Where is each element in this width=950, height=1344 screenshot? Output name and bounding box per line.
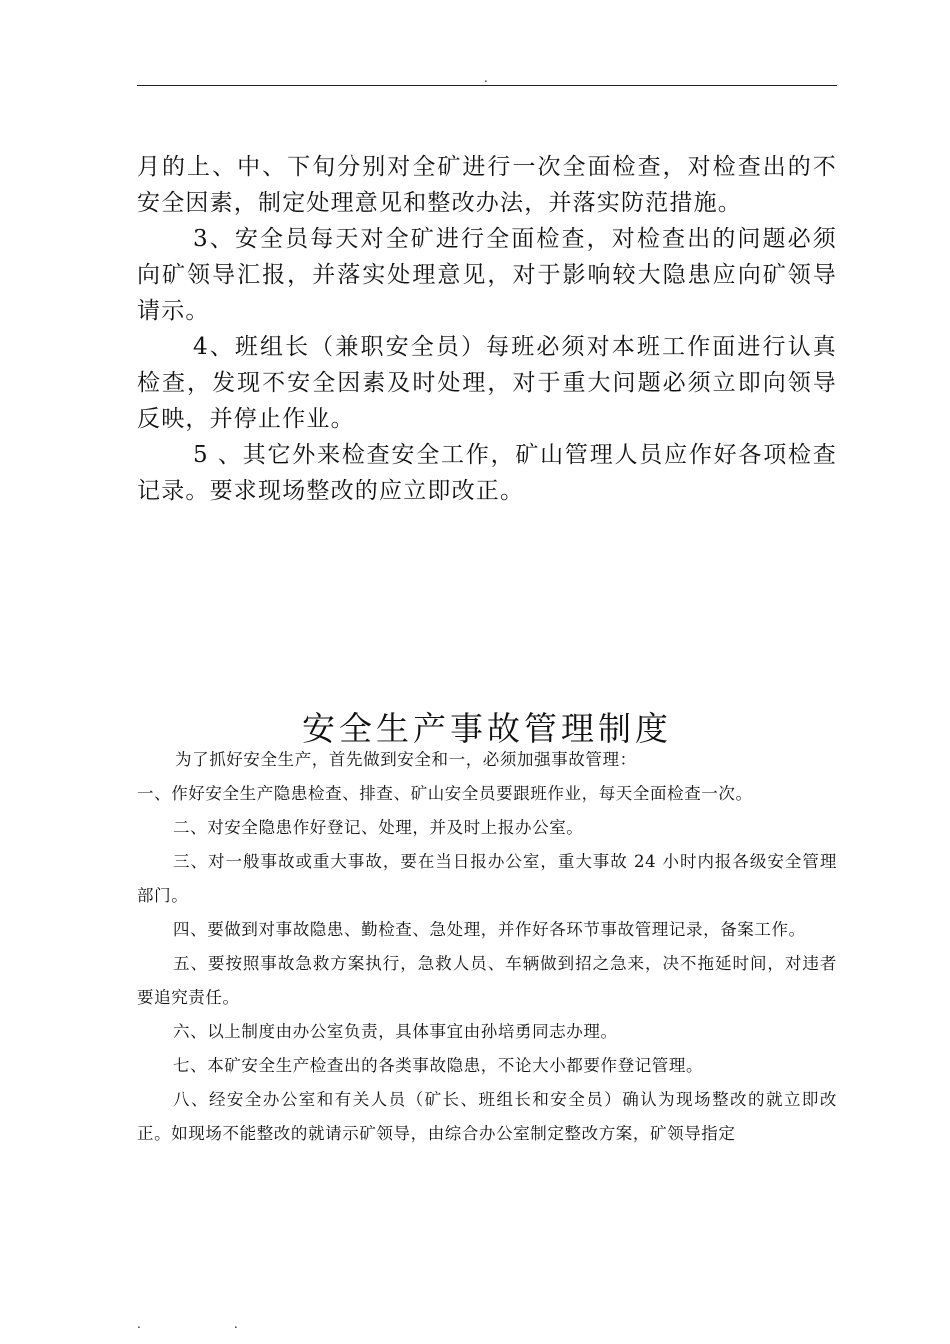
paragraph: 月的上、中、下旬分别对全矿进行一次全面检查，对检查出的不安全因素，制定处理意见和整改办法，并落实防范措施。 (137, 154, 837, 216)
paragraph: 3、安全员每天对全矿进行全面检查，对检查出的问题必须向矿领导汇报，并落实处理意见，对于影响较大隐患应向矿领导请示。 (137, 226, 837, 324)
footer-dot-left: . (137, 1317, 141, 1331)
paragraph: 三、对一般事故或重大事故，要在当日报办公室，重大事故 24 小时内报各级安全管理部门。 (137, 852, 837, 905)
page-title: 安全生产事故管理制度 (302, 709, 672, 749)
paragraph: 5 、其它外来检查安全工作，矿山管理人员应作好各项检查记录。要求现场整改的应立即改正。 (137, 442, 837, 504)
header-dot: . (484, 71, 488, 85)
section-accident-management (137, 743, 837, 1151)
paragraph: 七、本矿安全生产检查出的各类事故隐患，不论大小都要作登记管理。 (173, 1056, 704, 1075)
section-inspection-text (137, 149, 837, 509)
paragraph: 八、经安全办公室和有关人员（矿长、班组长和安全员）确认为现场整改的就立即改正。如现场不能整改的就请示矿领导，由综合办公室制定整改方案，矿领导指定 (137, 1090, 837, 1143)
paragraph: 四、要做到对事故隐患、勤检查、急处理，并作好各环节事故管理记录，备案工作。 (173, 920, 806, 939)
footer-dot-right: . (234, 1317, 238, 1331)
paragraph: 六、以上制度由办公室负责，具体事宜由孙培勇同志办理。 (173, 1022, 618, 1041)
paragraph: 一、作好安全生产隐患检查、排查、矿山安全员要跟班作业，每天全面检查一次。 (137, 784, 753, 803)
paragraph: 二、对安全隐患作好登记、处理，并及时上报办公室。 (173, 818, 584, 837)
paragraph: 五、要按照事故急救方案执行，急救人员、车辆做到招之急来，决不拖延时间，对违者要追究责任。 (137, 954, 837, 1007)
header-rule (137, 85, 837, 86)
paragraph: 4、班组长（兼职安全员）每班必须对本班工作面进行认真检查，发现不安全因素及时处理，对于重大问题必须立即向领导反映，并停止作业。 (137, 334, 837, 432)
paragraph: 为了抓好安全生产，首先做到安全和一，必须加强事故管理： (175, 750, 637, 769)
